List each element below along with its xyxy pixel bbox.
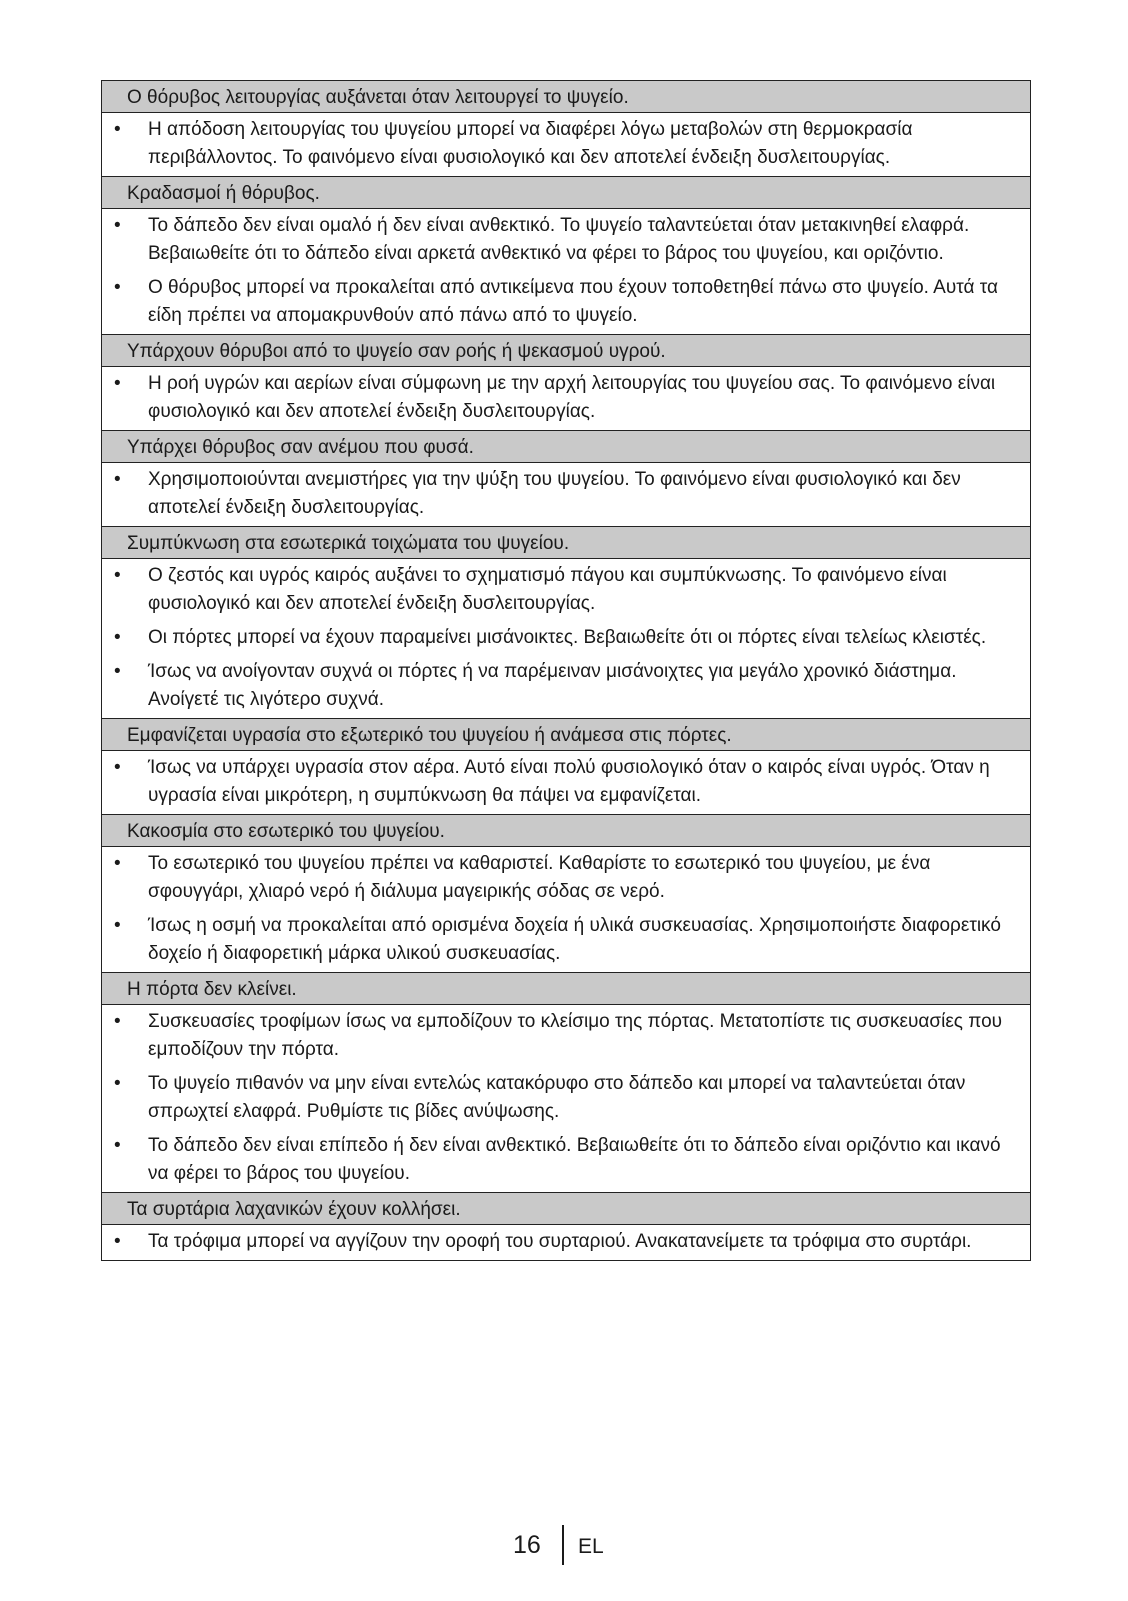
bullet-icon: •: [114, 373, 121, 394]
bullet-icon: •: [114, 1073, 121, 1094]
section-body: [102, 559, 1030, 719]
list-item: [102, 466, 1024, 522]
section-heading: Τα συρτάρια λαχανικών έχουν κολλήσει.: [102, 1193, 1030, 1225]
bullet-icon: •: [114, 627, 121, 648]
bullet-icon: •: [114, 853, 121, 874]
page-number: 16: [513, 1531, 541, 1559]
bullet-icon: •: [114, 469, 121, 490]
item-text: Ίσως να υπάρχει υγρασία στον αέρα. Αυτό είναι πολύ φυσιολογικό όταν ο καιρός είναι υγρός. Όταν η υγρασία είναι μικρότερη, η συμπύκνωση θα πάψει να εμφανίζεται.: [148, 757, 990, 806]
list-item: [102, 116, 1024, 172]
item-text: Χρησιμοποιούνται ανεμιστήρες για την ψύξη του ψυγείου. Το φαινόμενο είναι φυσιολογικό και δεν αποτελεί ένδειξη δυσλειτουργίας.: [148, 469, 961, 518]
bullet-icon: •: [114, 215, 121, 236]
bullet-icon: •: [114, 661, 121, 682]
bullet-icon: •: [114, 1231, 121, 1252]
section-heading: Υπάρχει θόρυβος σαν ανέμου που φυσά.: [102, 431, 1030, 463]
section-body: [102, 367, 1030, 431]
item-text: Ίσως η οσμή να προκαλείται από ορισμένα δοχεία ή υλικά συσκευασίας. Χρησιμοποιήστε διαφορετικό δοχείο ή διαφορετική μάρκα υλικού συσκευασίας.: [148, 915, 1001, 964]
item-text: Τα τρόφιμα μπορεί να αγγίζουν την οροφή του συρταριού. Ανακατανείμετε τα τρόφιμα στο συρτάρι.: [148, 1231, 972, 1252]
item-text: Το δάπεδο δεν είναι επίπεδο ή δεν είναι ανθεκτικό. Βεβαιωθείτε ότι το δάπεδο είναι οριζόντιο και ικανό να φέρει το βάρος του ψυγείου.: [148, 1135, 1001, 1184]
list-item: [102, 212, 1024, 268]
list-item: [102, 1008, 1024, 1064]
item-text: Η ροή υγρών και αερίων είναι σύμφωνη με την αρχή λειτουργίας του ψυγείου σας. Το φαινόμενο είναι φυσιολογικό και δεν αποτελεί ένδειξη δυσλειτουργίας.: [148, 373, 996, 422]
section-body: [102, 463, 1030, 527]
language-code: EL: [578, 1535, 604, 1558]
section-heading: Εμφανίζεται υγρασία στο εξωτερικό του ψυγείου ή ανάμεσα στις πόρτες.: [102, 719, 1030, 751]
item-text: Το εσωτερικό του ψυγείου πρέπει να καθαριστεί. Καθαρίστε το εσωτερικό του ψυγείου, με ένα σφουγγάρι, χλιαρό νερό ή διάλυμα μαγειρικής σόδας σε νερό.: [148, 853, 931, 902]
list-item: [102, 274, 1024, 330]
section-heading: Υπάρχουν θόρυβοι από το ψυγείο σαν ροής ή ψεκασμού υγρού.: [102, 335, 1030, 367]
list-item: [102, 562, 1024, 618]
bullet-icon: •: [114, 119, 121, 140]
bullet-icon: •: [114, 277, 121, 298]
list-item: [102, 912, 1024, 968]
section-heading: Η πόρτα δεν κλείνει.: [102, 973, 1030, 1005]
section-noise-increases: [102, 81, 1030, 177]
item-text: Ίσως να ανοίγονταν συχνά οι πόρτες ή να παρέμειναν μισάνοιχτες για μεγάλο χρονικό διάστημα. Ανοίγετέ τις λιγότερο συχνά.: [148, 661, 957, 710]
section-body: [102, 751, 1030, 815]
page-footer: [0, 1525, 1128, 1569]
list-item: [102, 658, 1024, 714]
section-wind-noise: [102, 431, 1030, 527]
bullet-icon: •: [114, 1011, 121, 1032]
list-item: [102, 1132, 1024, 1188]
section-external-moisture: [102, 719, 1030, 815]
section-body: [102, 209, 1030, 335]
section-bad-odor: [102, 815, 1030, 973]
item-text: Το ψυγείο πιθανόν να μην είναι εντελώς κατακόρυφο στο δάπεδο και μπορεί να ταλαντεύεται όταν σπρωχτεί ελαφρά. Ρυθμίστε τις βίδες ανύψωσης.: [148, 1073, 966, 1122]
section-heading: Συμπύκνωση στα εσωτερικά τοιχώματα του ψυγείου.: [102, 527, 1030, 559]
list-item: [102, 754, 1024, 810]
troubleshooting-table: [101, 80, 1031, 1261]
list-item: [102, 1070, 1024, 1126]
item-text: Ο ζεστός και υγρός καιρός αυξάνει το σχηματισμό πάγου και συμπύκνωσης. Το φαινόμενο είναι φυσιολογικό και δεν αποτελεί ένδειξη δυσλειτουργίας.: [148, 565, 947, 614]
bullet-icon: •: [114, 565, 121, 586]
section-body: [102, 113, 1030, 177]
bullet-icon: •: [114, 915, 121, 936]
item-text: Οι πόρτες μπορεί να έχουν παραμείνει μισάνοικτες. Βεβαιωθείτε ότι οι πόρτες είναι τελείως κλειστές.: [148, 627, 987, 648]
bullet-icon: •: [114, 757, 121, 778]
list-item: [102, 624, 1024, 652]
item-text: Ο θόρυβος μπορεί να προκαλείται από αντικείμενα που έχουν τοποθετηθεί πάνω στο ψυγείο. Αυτά τα είδη πρέπει να απομακρυνθούν από πάνω από το ψυγείο.: [148, 277, 998, 326]
list-item: [102, 1228, 1024, 1256]
section-heading: Κακοσμία στο εσωτερικό του ψυγείου.: [102, 815, 1030, 847]
list-item: [102, 370, 1024, 426]
footer-divider: [562, 1525, 564, 1565]
item-text: Συσκευασίες τροφίμων ίσως να εμποδίζουν το κλείσιμο της πόρτας. Μετατοπίστε τις συσκευασίες που εμποδίζουν την πόρτα.: [148, 1011, 1003, 1060]
list-item: [102, 850, 1024, 906]
bullet-icon: •: [114, 1135, 121, 1156]
section-body: [102, 1225, 1030, 1260]
section-crisper-stuck: [102, 1193, 1030, 1260]
section-door-not-closing: [102, 973, 1030, 1193]
section-body: [102, 847, 1030, 973]
section-heading: Κραδασμοί ή θόρυβος.: [102, 177, 1030, 209]
item-text: Η απόδοση λειτουργίας του ψυγείου μπορεί να διαφέρει λόγω μεταβολών στη θερμοκρασία περιβάλλοντος. Το φαινόμενο είναι φυσιολογικό και δεν αποτελεί ένδειξη δυσλειτουργίας.: [148, 119, 913, 168]
section-body: [102, 1005, 1030, 1193]
section-heading: Ο θόρυβος λειτουργίας αυξάνεται όταν λειτουργεί το ψυγείο.: [102, 81, 1030, 113]
section-flow-noise: [102, 335, 1030, 431]
item-text: Το δάπεδο δεν είναι ομαλό ή δεν είναι ανθεκτικό. Το ψυγείο ταλαντεύεται όταν μετακινηθεί ελαφρά. Βεβαιωθείτε ότι το δάπεδο είναι αρκετά ανθεκτικό να φέρει το βάρος του ψυγείου, και οριζόντιο.: [148, 215, 970, 264]
section-internal-condensation: [102, 527, 1030, 719]
section-vibration-noise: [102, 177, 1030, 335]
